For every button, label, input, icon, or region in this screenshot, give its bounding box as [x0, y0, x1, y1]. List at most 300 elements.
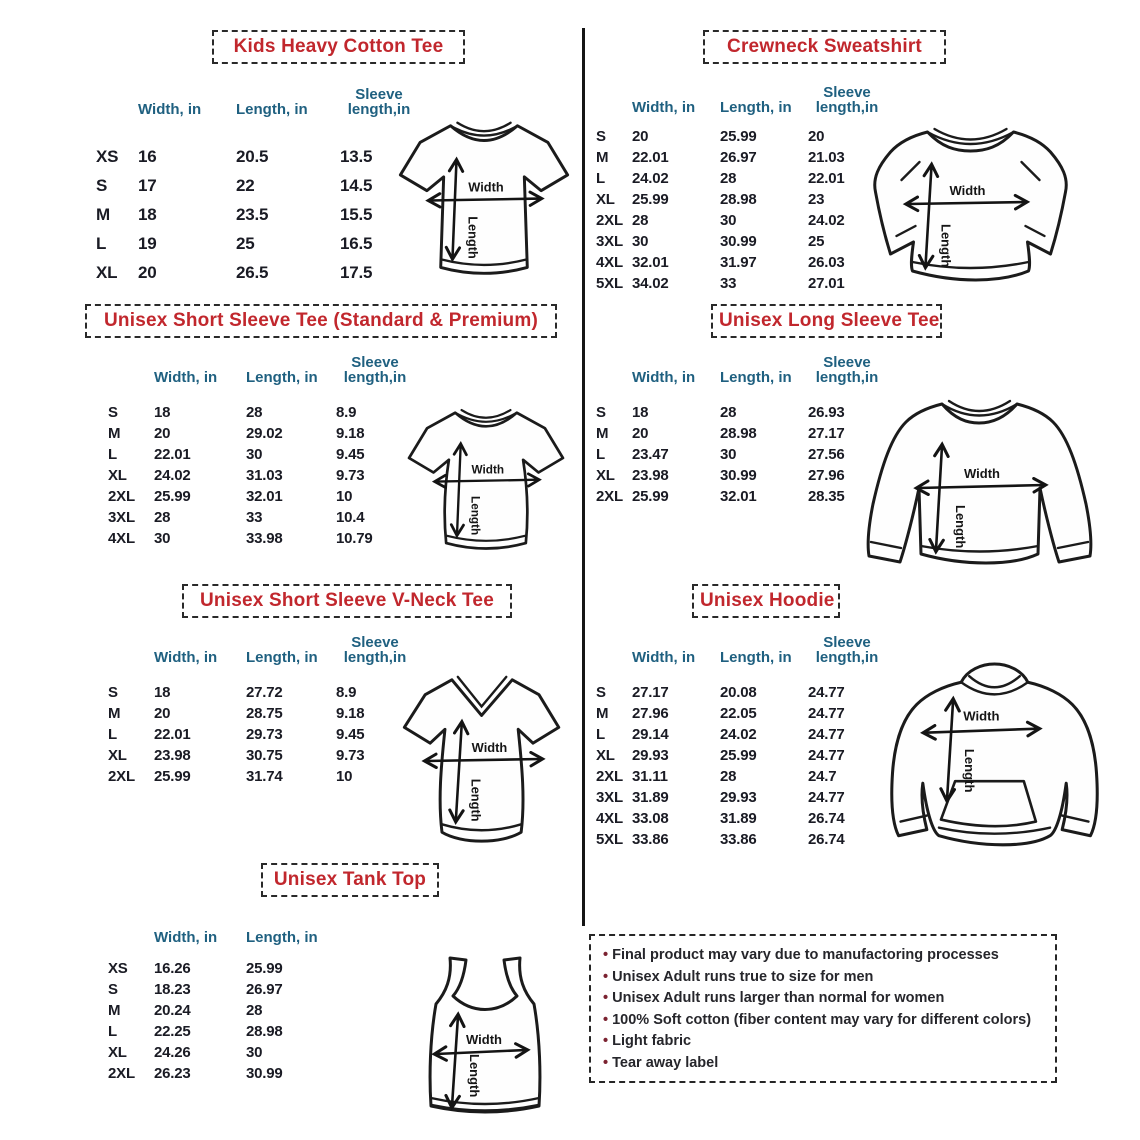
cell-value: 30: [246, 446, 263, 463]
column-header-length: Length, in: [720, 369, 792, 387]
note-item: [603, 987, 1043, 1009]
table-row: [108, 528, 428, 549]
cell-value: 27.96: [632, 705, 669, 722]
column-header-width: Width, in: [154, 369, 218, 387]
table-body: [596, 126, 900, 294]
cell-value: 21.03: [808, 149, 845, 166]
cell-value: 34.02: [632, 275, 669, 292]
cell-value: 25.99: [154, 768, 191, 785]
cell-value: 31.89: [720, 810, 757, 827]
cell-value: 24.02: [632, 170, 669, 187]
size-label: L: [108, 726, 117, 743]
note-item: [603, 1009, 1043, 1031]
size-label: 2XL: [596, 488, 623, 505]
cell-value: 18: [154, 684, 171, 701]
table-body: [108, 682, 428, 787]
table-row: [108, 402, 428, 423]
cell-value: 33.86: [632, 831, 669, 848]
width-arrow-label: Width: [963, 708, 1000, 724]
section-title-hoodie: Unisex Hoodie: [692, 584, 840, 618]
table-body: [96, 142, 432, 287]
table-row: [596, 682, 900, 703]
column-header-width: Width, in: [154, 649, 218, 667]
size-label: L: [108, 1023, 117, 1040]
vneck-tee-illustration: [396, 664, 580, 854]
size-label: 3XL: [108, 509, 135, 526]
size-label: 5XL: [596, 275, 623, 292]
table-row: [108, 465, 428, 486]
cell-value: 9.18: [336, 425, 365, 442]
cell-value: 24.77: [808, 705, 845, 722]
column-header-length: Length, in: [246, 929, 318, 947]
cell-value: 10: [336, 768, 353, 785]
cell-value: 29.93: [720, 789, 757, 806]
table-row: [108, 1000, 338, 1021]
length-arrow-label: Length: [938, 224, 954, 268]
column-header-width: Width, in: [138, 101, 202, 119]
cell-value: 23.98: [632, 467, 669, 484]
table-row: [596, 273, 900, 294]
cell-value: 20: [154, 705, 171, 722]
cell-value: 22.01: [154, 446, 191, 463]
length-arrow-label: Length: [962, 748, 978, 793]
column-header-width: Width, in: [632, 369, 696, 387]
cell-value: 27.17: [808, 425, 845, 442]
table-body: [596, 682, 900, 850]
cell-value: 8.9: [336, 684, 357, 701]
cell-value: 26.93: [808, 404, 845, 421]
table-row: [108, 703, 428, 724]
table-row: [96, 200, 432, 229]
table-row: [596, 486, 900, 507]
cell-value: 28: [246, 1002, 263, 1019]
cell-value: 25: [808, 233, 825, 250]
cell-value: • Tear away label: [603, 1055, 718, 1071]
size-label: M: [108, 425, 121, 442]
long-sleeve-outline: [868, 404, 1091, 563]
table-row: [96, 258, 432, 287]
vneck-tee-table: [108, 632, 428, 787]
table-row: [596, 745, 900, 766]
table-row: [596, 126, 900, 147]
note-item: [603, 966, 1043, 988]
collar-inner-line: [462, 410, 511, 418]
cell-value: 22.01: [154, 726, 191, 743]
size-label: 4XL: [108, 530, 135, 547]
cell-value: 22.01: [808, 170, 845, 187]
cell-value: 19: [138, 233, 157, 253]
cell-value: 24.02: [808, 212, 845, 229]
table-row: [596, 231, 900, 252]
size-label: XL: [108, 747, 127, 764]
size-label: 4XL: [596, 810, 623, 827]
cell-value: 30: [154, 530, 171, 547]
table-body: [596, 402, 900, 507]
cell-value: 28.75: [246, 705, 283, 722]
column-header-empty: [108, 386, 154, 388]
column-header-empty: [96, 118, 138, 120]
cell-value: 27.96: [808, 467, 845, 484]
column-header-sleeve: Sleeve length,in: [347, 85, 411, 119]
size-label: S: [108, 684, 118, 701]
cell-value: • Unisex Adult runs larger than normal for women: [603, 990, 944, 1006]
table-row: [596, 724, 900, 745]
cell-value: 29.73: [246, 726, 283, 743]
table-row: [596, 808, 900, 829]
cell-value: 30: [720, 212, 737, 229]
size-label: S: [96, 175, 108, 195]
cell-value: 26.74: [808, 831, 845, 848]
table-row: [108, 979, 338, 1000]
cell-value: 20: [138, 262, 157, 282]
note-item: [603, 1052, 1043, 1074]
cell-value: 24.02: [720, 726, 757, 743]
size-label: L: [596, 726, 605, 743]
length-arrow-label: Length: [467, 1054, 482, 1098]
table-row: [596, 210, 900, 231]
cell-value: 30.99: [246, 1065, 283, 1082]
cell-value: 33: [720, 275, 737, 292]
table-row: [108, 1042, 338, 1063]
section-title-long-sleeve-tee: Unisex Long Sleeve Tee: [711, 304, 942, 338]
cell-value: 33.08: [632, 810, 669, 827]
table-row: [108, 745, 428, 766]
table-row: [596, 787, 900, 808]
cell-value: 15.5: [340, 204, 373, 224]
size-label: M: [596, 149, 609, 166]
table-row: [596, 402, 900, 423]
width-arrow-label: Width: [949, 183, 986, 198]
table-row: [596, 829, 900, 850]
cell-value: 23.47: [632, 446, 669, 463]
size-label: S: [596, 404, 606, 421]
cell-value: 28: [720, 170, 737, 187]
size-label: XS: [108, 960, 128, 977]
cell-value: 10.4: [336, 509, 365, 526]
cell-value: 32.01: [720, 488, 757, 505]
table-row: [596, 189, 900, 210]
cell-value: 31.97: [720, 254, 757, 271]
crewneck-table: [596, 82, 900, 294]
cell-value: 28: [632, 212, 649, 229]
cell-value: 18: [154, 404, 171, 421]
table-row: [596, 465, 900, 486]
cell-value: 23.5: [236, 204, 269, 224]
cell-value: 33: [246, 509, 263, 526]
column-header-empty: [108, 666, 154, 668]
column-header-length: Length, in: [720, 99, 792, 117]
size-label: 4XL: [596, 254, 623, 271]
cell-value: 18: [632, 404, 649, 421]
cell-value: 28.35: [808, 488, 845, 505]
cell-value: 20.08: [720, 684, 757, 701]
size-label: XL: [108, 467, 127, 484]
cell-value: 24.77: [808, 789, 845, 806]
cell-value: 20: [808, 128, 825, 145]
cell-value: 18: [138, 204, 157, 224]
table-row: [108, 682, 428, 703]
table-header-row: [596, 82, 900, 118]
length-arrow-label: Length: [465, 216, 481, 259]
cell-value: 24.77: [808, 726, 845, 743]
cell-value: 28: [154, 509, 171, 526]
hoodie-illustration: [880, 660, 1108, 864]
column-header-length: Length, in: [246, 649, 318, 667]
size-label: 2XL: [108, 488, 135, 505]
cell-value: 24.77: [808, 747, 845, 764]
cell-value: 24.02: [154, 467, 191, 484]
cell-value: 20: [154, 425, 171, 442]
column-header-sleeve: Sleeve length,in: [815, 353, 879, 387]
cell-value: 28: [246, 404, 263, 421]
size-label: XL: [596, 467, 615, 484]
table-row: [108, 444, 428, 465]
table-header-row: [596, 632, 900, 668]
column-header-sleeve: Sleeve length,in: [343, 633, 407, 667]
cell-value: • Light fabric: [603, 1033, 691, 1049]
table-row: [596, 766, 900, 787]
size-label: S: [108, 981, 118, 998]
cell-value: 9.45: [336, 446, 365, 463]
cell-value: 26.23: [154, 1065, 191, 1082]
width-arrow-label: Width: [964, 466, 1000, 481]
cell-value: 20: [632, 425, 649, 442]
size-label: 2XL: [108, 768, 135, 785]
product-notes-box: [589, 934, 1057, 1083]
size-label: M: [108, 705, 121, 722]
cell-value: 30.99: [720, 467, 757, 484]
column-header-sleeve: Sleeve length,in: [343, 353, 407, 387]
width-arrow-label: Width: [471, 740, 508, 756]
crewneck-illustration: [862, 118, 1080, 300]
size-label: 5XL: [596, 831, 623, 848]
size-label: L: [596, 170, 605, 187]
column-divider-line: [582, 28, 585, 926]
cell-value: 20: [632, 128, 649, 145]
cell-value: 26.97: [720, 149, 757, 166]
column-header-empty: [108, 946, 154, 948]
column-header-sleeve: Sleeve length,in: [815, 633, 879, 667]
cell-value: 28: [720, 404, 737, 421]
table-row: [596, 423, 900, 444]
size-label: S: [596, 128, 606, 145]
size-label: L: [96, 233, 107, 253]
column-header-empty: [596, 116, 632, 118]
cell-value: 14.5: [340, 175, 373, 195]
table-header-row: [96, 84, 432, 120]
size-label: 3XL: [596, 789, 623, 806]
column-header-length: Length, in: [236, 101, 308, 119]
table-row: [108, 724, 428, 745]
cell-value: 24.77: [808, 684, 845, 701]
cell-value: 25.99: [720, 747, 757, 764]
cell-value: 25.99: [632, 488, 669, 505]
cell-value: 9.18: [336, 705, 365, 722]
section-title-crewneck: Crewneck Sweatshirt: [703, 30, 946, 64]
cell-value: 10: [336, 488, 353, 505]
cell-value: 31.74: [246, 768, 283, 785]
table-row: [108, 958, 338, 979]
cell-value: 31.89: [632, 789, 669, 806]
table-row: [596, 703, 900, 724]
size-label: XL: [108, 1044, 127, 1061]
table-header-row: [108, 352, 428, 388]
cell-value: • Final product may vary due to manufactoring processes: [603, 947, 999, 963]
table-body: [108, 402, 428, 549]
table-row: [96, 171, 432, 200]
long-sleeve-tee-table: [596, 352, 900, 507]
cell-value: 22.25: [154, 1023, 191, 1040]
section-title-vneck-tee: Unisex Short Sleeve V-Neck Tee: [182, 584, 512, 618]
cell-value: 29.14: [632, 726, 669, 743]
size-label: 2XL: [596, 212, 623, 229]
cell-value: 31.11: [632, 768, 668, 785]
size-label: L: [596, 446, 605, 463]
kangaroo-pocket: [941, 781, 1036, 826]
size-label: XL: [596, 747, 615, 764]
cell-value: 16: [138, 146, 157, 166]
size-label: 3XL: [596, 233, 623, 250]
cell-value: 28: [720, 768, 737, 785]
cell-value: 27.01: [808, 275, 845, 292]
size-label: M: [596, 705, 609, 722]
cell-value: 20.24: [154, 1002, 191, 1019]
cell-value: 26.5: [236, 262, 269, 282]
cell-value: 27.72: [246, 684, 283, 701]
length-arrow-label: Length: [953, 505, 968, 549]
cell-value: 18.23: [154, 981, 191, 998]
column-header-empty: [596, 386, 632, 388]
table-header-row: [108, 912, 338, 948]
table-row: [108, 1021, 338, 1042]
table-header-row: [108, 632, 428, 668]
width-arrow-label: Width: [466, 1032, 502, 1047]
cell-value: 25.99: [632, 191, 669, 208]
cell-value: 9.45: [336, 726, 365, 743]
cell-value: 9.73: [336, 747, 365, 764]
cell-value: 28.98: [246, 1023, 283, 1040]
table-row: [108, 766, 428, 787]
table-row: [108, 1063, 338, 1084]
column-header-width: Width, in: [154, 929, 218, 947]
table-header-row: [596, 352, 900, 388]
cell-value: 10.79: [336, 530, 373, 547]
cell-value: 20.5: [236, 146, 269, 166]
cell-value: 29.93: [632, 747, 669, 764]
cell-value: 33.86: [720, 831, 757, 848]
cell-value: 17.5: [340, 262, 373, 282]
section-title-tank-top: Unisex Tank Top: [261, 863, 439, 897]
column-header-sleeve: Sleeve length,in: [815, 83, 879, 117]
cell-value: 26.97: [246, 981, 283, 998]
cell-value: 16.5: [340, 233, 373, 253]
collar-inner-line: [935, 129, 1007, 140]
cell-value: 9.73: [336, 467, 365, 484]
table-row: [596, 168, 900, 189]
cell-value: 25: [236, 233, 255, 253]
size-label: M: [96, 204, 110, 224]
cell-value: 30: [720, 446, 737, 463]
size-label: S: [596, 684, 606, 701]
note-item: [603, 944, 1043, 966]
size-label: M: [596, 425, 609, 442]
cell-value: 17: [138, 175, 157, 195]
size-label: XL: [596, 191, 615, 208]
table-row: [596, 147, 900, 168]
width-arrow-label: Width: [468, 179, 504, 195]
size-label: L: [108, 446, 117, 463]
cell-value: 28.98: [720, 191, 757, 208]
section-title-kids-tee: Kids Heavy Cotton Tee: [212, 30, 465, 64]
collar-inner-line: [457, 123, 510, 131]
column-header-width: Width, in: [632, 649, 696, 667]
table-row: [96, 142, 432, 171]
column-header-width: Width, in: [632, 99, 696, 117]
cell-value: 25.99: [720, 128, 757, 145]
note-item: [603, 1030, 1043, 1052]
tank-top-illustration: [420, 950, 550, 1128]
cell-value: 22.05: [720, 705, 757, 722]
short-sleeve-tee-table: [108, 352, 428, 549]
cell-value: 22.01: [632, 149, 669, 166]
tank-top-table: [108, 912, 338, 1084]
cell-value: 25.99: [246, 960, 283, 977]
table-row: [108, 507, 428, 528]
table-row: [96, 229, 432, 258]
cell-value: 30.99: [720, 233, 757, 250]
cell-value: 26.03: [808, 254, 845, 271]
size-label: XL: [96, 262, 118, 282]
cell-value: 31.03: [246, 467, 283, 484]
collar-inner-line: [949, 401, 1010, 411]
cell-value: 30: [246, 1044, 263, 1061]
cell-value: 27.56: [808, 446, 845, 463]
table-row: [108, 486, 428, 507]
size-label: M: [108, 1002, 121, 1019]
cell-value: 13.5: [340, 146, 373, 166]
size-label: 2XL: [596, 768, 623, 785]
cell-value: 23.98: [154, 747, 191, 764]
cell-value: 32.01: [632, 254, 669, 271]
sweatshirt-outline: [875, 132, 1067, 280]
cell-value: 25.99: [154, 488, 191, 505]
table-row: [596, 252, 900, 273]
short-sleeve-tee-illustration: [400, 398, 572, 566]
kids-tee-table: [96, 84, 432, 287]
width-arrow-label: Width: [471, 463, 505, 477]
column-header-length: Length, in: [246, 369, 318, 387]
cell-value: 33.98: [246, 530, 283, 547]
table-row: [596, 444, 900, 465]
size-label: 2XL: [108, 1065, 135, 1082]
cell-value: 30.75: [246, 747, 283, 764]
column-header-length: Length, in: [720, 649, 792, 667]
cell-value: 29.02: [246, 425, 283, 442]
table-body: [108, 958, 338, 1084]
section-title-short-sleeve-tee: Unisex Short Sleeve Tee (Standard & Premium): [85, 304, 557, 338]
cell-value: • 100% Soft cotton (fiber content may vary for different colors): [603, 1012, 1031, 1028]
cell-value: 27.17: [632, 684, 669, 701]
long-sleeve-tee-illustration: [864, 390, 1094, 585]
cell-value: • Unisex Adult runs true to size for men: [603, 969, 873, 985]
hoodie-table: [596, 632, 900, 850]
cell-value: 32.01: [246, 488, 283, 505]
cell-value: 26.74: [808, 810, 845, 827]
cell-value: 28.98: [720, 425, 757, 442]
cell-value: 24.7: [808, 768, 837, 785]
cell-value: 24.26: [154, 1044, 191, 1061]
cell-value: 22: [236, 175, 255, 195]
